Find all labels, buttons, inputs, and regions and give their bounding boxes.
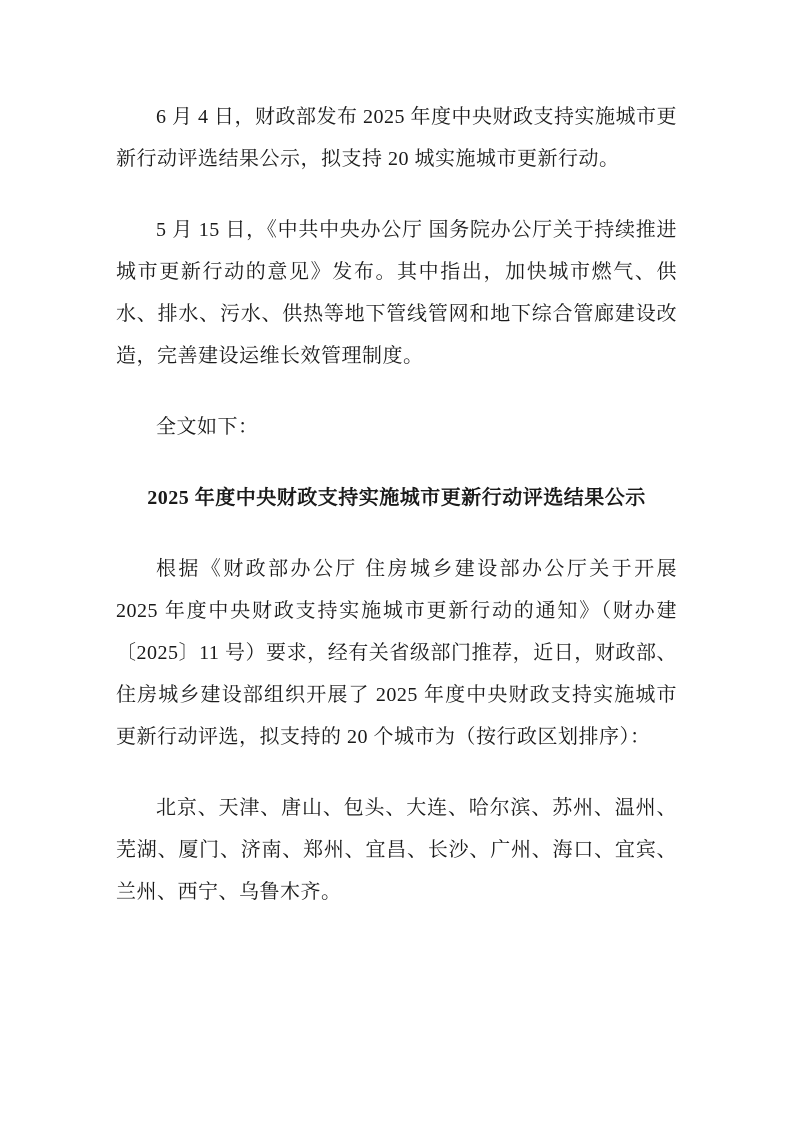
intro-paragraph-news-may: 5 月 15 日，《中共中央办公厅 国务院办公厅关于持续推进城市更新行动的意见》发布。其中指出，加快城市燃气、供水、排水、污水、供热等地下管线管网和地下综合管廊建设改造，完善建设运维长效管理制度。 [116,219,677,367]
announcement-title: 2025 年度中央财政支持实施城市更新行动评选结果公示 [147,487,646,509]
city-list-paragraph: 北京、天津、唐山、包头、大连、哈尔滨、苏州、温州、芜湖、厦门、济南、郑州、宜昌、长沙、广州、海口、宜宾、兰州、西宁、乌鲁木齐。 [116,797,677,903]
full-text-lead-in: 全文如下： [156,416,259,438]
intro-paragraph-news-june: 6 月 4 日，财政部发布 2025 年度中央财政支持实施城市更新行动评选结果公示，拟支持 20 城实施城市更新行动。 [116,106,677,170]
announcement-body-paragraph: 根据《财政部办公厅 住房城乡建设部办公厅关于开展 2025 年度中央财政支持实施城市更新行动的通知》（财办建〔2025〕11 号）要求，经有关省级部门推荐，近日，财政部、住房城乡建设部组织开展了 2025 年度中央财政支持实施城市更新行动评选，拟支持的 20 个城市为（按行政区划排序）： [116,558,677,748]
